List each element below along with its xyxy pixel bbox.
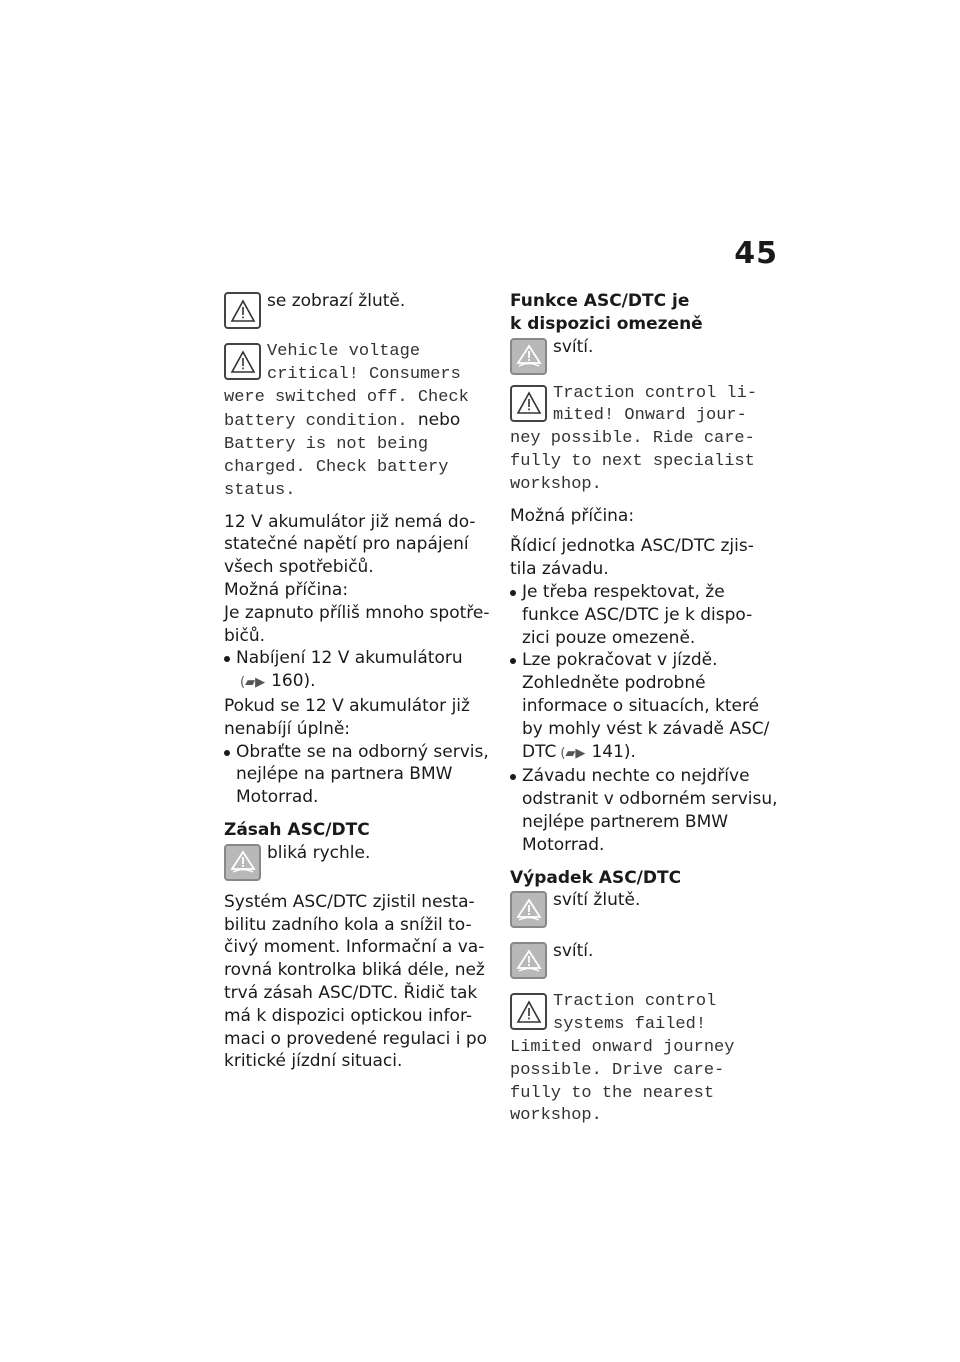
right-column [510, 290, 778, 1136]
heading-zasah: Zásah ASC/DTC [224, 819, 370, 840]
charging-bullet [224, 647, 492, 695]
cause-text: Řídicí jednotka ASC/DTC zjis-tila závadu. [510, 536, 754, 580]
continue-bullet-text: Lze pokračovat v jízdě. Zohledněte podrobné informace o situacích, které by mohly vést k závadě ASC/ DTC [522, 650, 770, 762]
repair-bullet: Závadu nechte co nejdříve odstranit v odborném servisu, nejlépe partnerem BMW Motorrad. [510, 765, 778, 856]
warning-triangle-icon [224, 292, 261, 329]
warning-triangle-icon [510, 993, 547, 1030]
limited-icon-row [510, 336, 778, 375]
asc-dtc-icon [510, 891, 547, 928]
failure-icon-row-1 [510, 889, 778, 928]
warning-triangle-icon [510, 385, 547, 422]
cause-text: Je zapnuto příliš mnoho spotře-bičů. [224, 602, 490, 646]
continue-ref[interactable]: 141). [591, 741, 636, 762]
warning-triangle-icon [224, 343, 261, 380]
warning-yellow-text: se zobrazí žlutě. [267, 291, 406, 311]
zasah-icon-text: bliká rychle. [267, 842, 371, 863]
nebo-text: nebo [417, 410, 461, 431]
voltage-message-a: Vehicle voltage critical! Consumers were switched off. Check battery condition. [224, 342, 469, 432]
respect-bullet: Je třeba respektovat, že funkce ASC/DTC je k dispo-zici pouze omezeně. [510, 581, 778, 649]
voltage-message-b: Battery is not being charged. Check battery status. [224, 435, 449, 500]
failure-message-block [510, 991, 778, 1128]
service-bullet: Obraťte se na odborný servis, nejlépe na partnera BMW Motorrad. [224, 741, 492, 809]
failure-icon2-text: svítí. [553, 941, 594, 962]
zasah-description: Systém ASC/DTC zjistil nesta-bilitu zadního kola a snížil to-čivý moment. Informační a va-rovná kontrolka bliká déle, než trvá zásah ASC/DTC. Řidič tak má k dispozici optickou infor-maci o provedené regulaci i po kritické jízdní situaci. [224, 891, 488, 1072]
charging-bullet-text: Nabíjení 12 V akumulátoru [236, 648, 463, 669]
cause-label: Možná příčina: [224, 579, 349, 600]
continue-bullet [510, 649, 778, 765]
zasah-icon-row [224, 842, 492, 881]
charging-ref[interactable]: 160). [271, 671, 316, 692]
not-charging-text: Pokud se 12 V akumulátor již nenabíjí úplně: [224, 695, 470, 739]
left-column [224, 290, 492, 1073]
asc-dtc-icon [224, 844, 261, 881]
limited-message: Traction control li- mited! Onward jour- ney possible. Ride care- fully to next specialist workshop. [510, 383, 758, 494]
heading-failure: Výpadek ASC/DTC [510, 867, 682, 888]
page-reference-arrow-icon: (▰▶ [560, 745, 586, 761]
limited-message-block [510, 383, 778, 497]
asc-dtc-icon [510, 942, 547, 979]
heading-limited: Funkce ASC/DTC je k dispozici omezeně [510, 291, 703, 334]
warning-yellow-row [224, 290, 492, 329]
failure-message: Traction control systems failed! Limited onward journey possible. Drive care- fully to the nearest workshop. [510, 992, 735, 1126]
asc-dtc-icon [510, 338, 547, 375]
failure-icon-row-2 [510, 940, 778, 979]
page-number: 45 [734, 236, 778, 271]
limited-icon-text: svítí. [553, 336, 594, 357]
cause-label: Možná příčina: [510, 505, 635, 526]
page-reference-arrow-icon: (▰▶ [240, 675, 266, 691]
failure-icon1-text: svítí žlutě. [553, 890, 641, 911]
voltage-description: 12 V akumulátor již nemá do-statečné napětí pro napájení všech spotřebičů. [224, 511, 476, 578]
voltage-message-block [224, 341, 492, 503]
